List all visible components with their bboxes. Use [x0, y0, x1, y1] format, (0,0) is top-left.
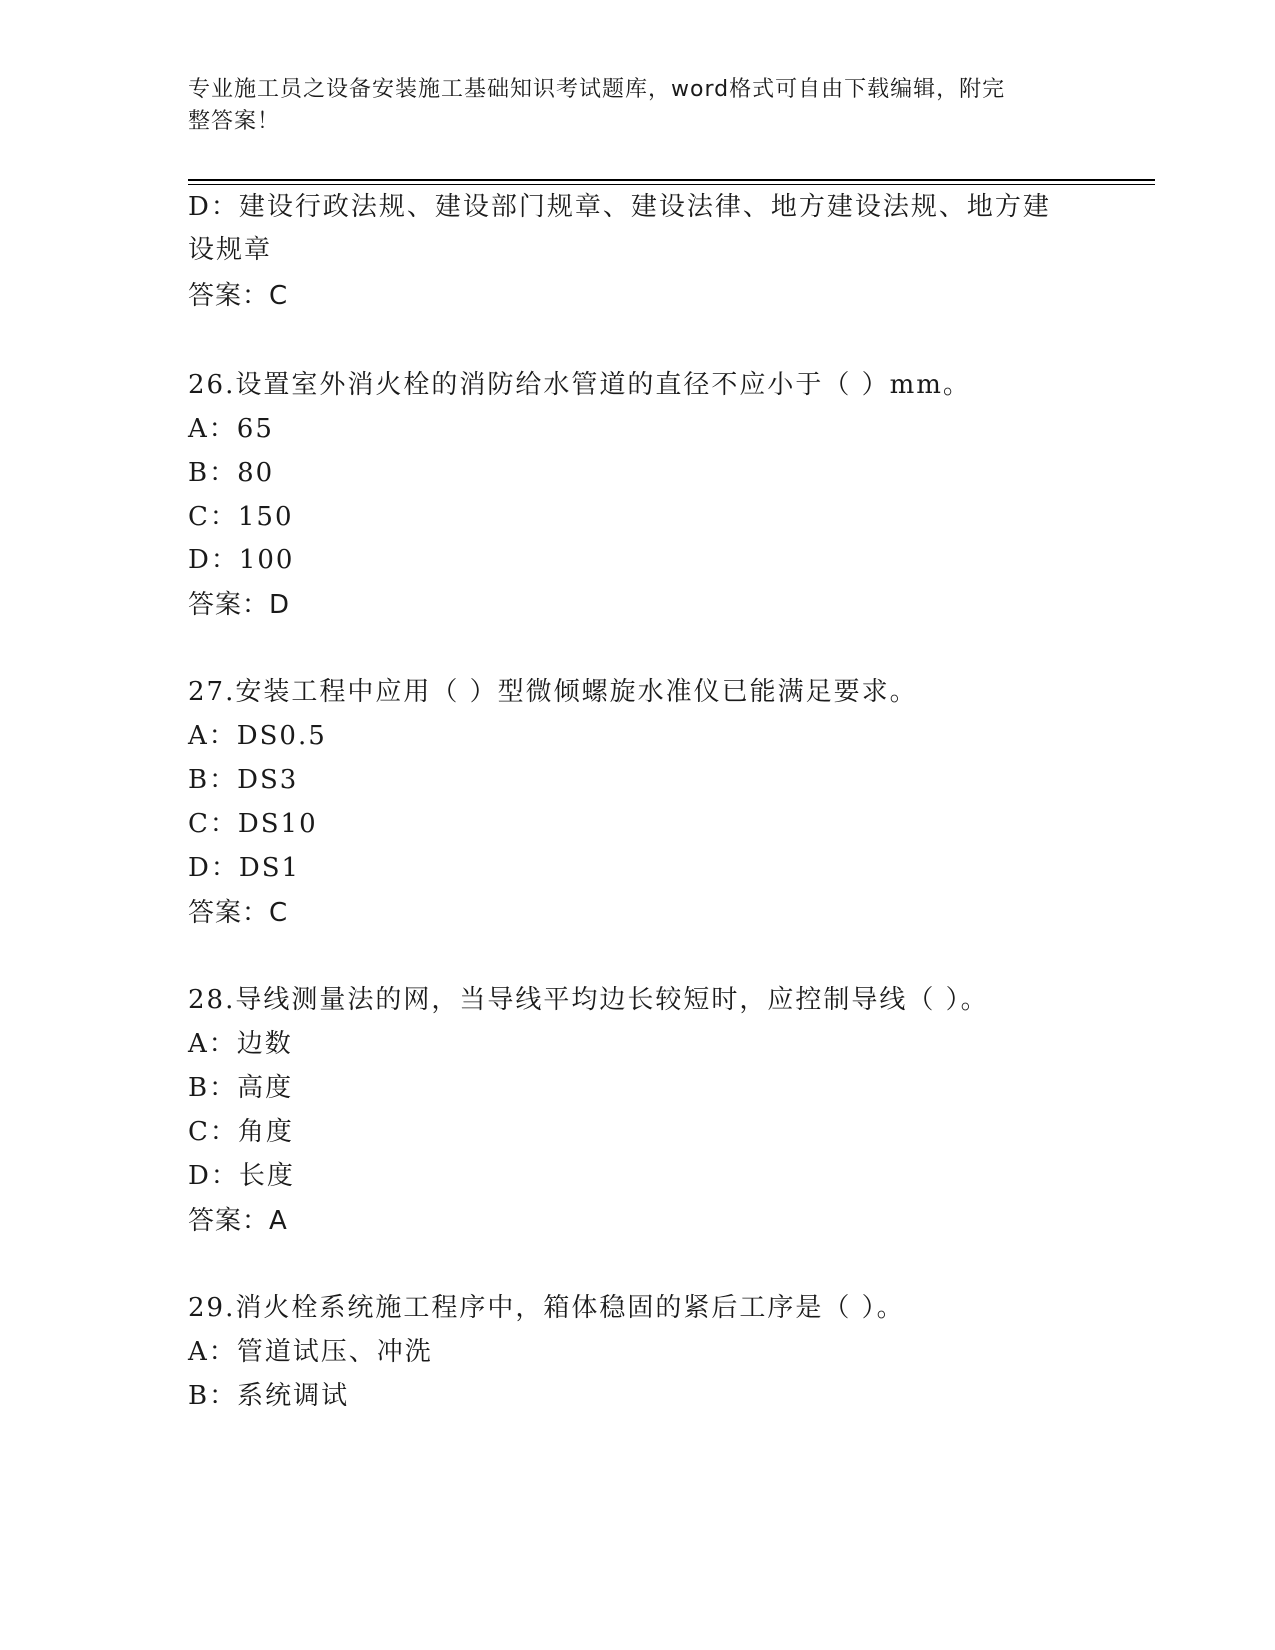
question-27-option-b: B：DS3 — [188, 765, 299, 795]
question-28-option-b: B：高度 — [188, 1073, 294, 1103]
header-line-1: 专业施工员之设备安装施工基础知识考试题库，word格式可自由下载编辑，附完 — [188, 77, 1006, 102]
page-header — [188, 74, 1068, 138]
question-26-option-c: C：150 — [188, 502, 294, 532]
question-26-option-a: A：65 — [188, 414, 274, 444]
carryover-answer: 答案：C — [188, 281, 289, 311]
question-26-option-d: D：100 — [188, 545, 295, 575]
question-28-option-d: D：长度 — [188, 1161, 295, 1191]
question-29-option-a: A：管道试压、冲洗 — [188, 1337, 433, 1367]
question-28-stem: 28.导线测量法的网，当导线平均边长较短时，应控制导线（ ）。 — [188, 985, 989, 1015]
question-28-option-c: C：角度 — [188, 1117, 294, 1147]
question-26-stem: 26.设置室外消火栓的消防给水管道的直径不应小于（ ）mm。 — [188, 370, 971, 400]
question-29-stem: 29.消火栓系统施工程序中，箱体稳固的紧后工序是（ ）。 — [188, 1293, 905, 1323]
carryover-option-d-line-2: 设规章 — [188, 235, 273, 265]
carryover-option-d-line-1: D：建设行政法规、建设部门规章、建设法律、地方建设法规、地方建 — [188, 192, 1051, 222]
question-28-answer: 答案：A — [188, 1206, 288, 1236]
question-29-option-b: B：系统调试 — [188, 1381, 350, 1411]
question-27-option-a: A：DS0.5 — [188, 721, 327, 751]
header-divider-thin — [188, 184, 1155, 185]
question-27-stem: 27.安装工程中应用（ ）型微倾螺旋水准仪已能满足要求。 — [188, 677, 918, 707]
question-26-answer: 答案：D — [188, 590, 291, 620]
header-line-2: 整答案！ — [188, 109, 281, 134]
question-27-option-c: C：DS10 — [188, 809, 318, 839]
question-26-option-b: B：80 — [188, 458, 275, 488]
question-27-answer: 答案：C — [188, 898, 289, 928]
question-27-option-d: D：DS1 — [188, 853, 301, 883]
question-28-option-a: A：边数 — [188, 1029, 293, 1059]
header-divider-thick — [188, 179, 1155, 181]
